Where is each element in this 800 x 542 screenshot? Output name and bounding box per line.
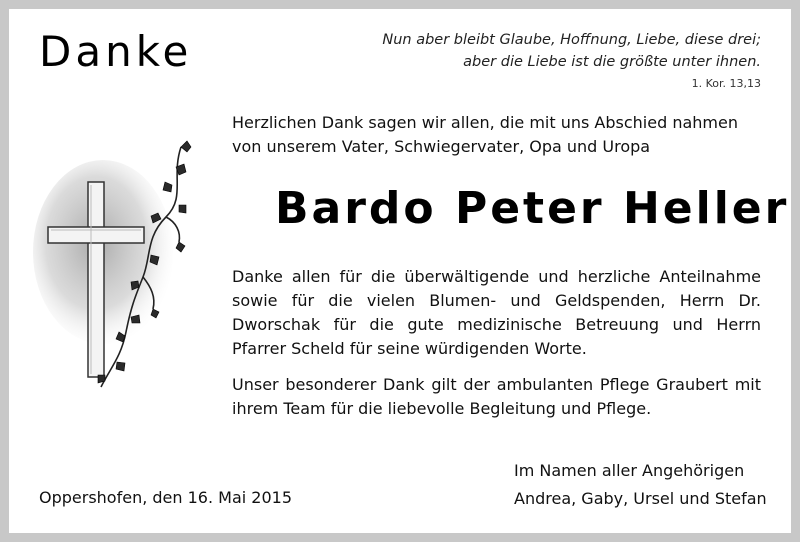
place-and-date: Oppershofen, den 16. Mai 2015	[39, 488, 292, 507]
verse-line-2: aber die Liebe ist die größte unter ihnen.	[463, 54, 761, 70]
thanks-paragraph-1: Danke allen für die überwältigende und herzliche Anteilnahme sowie für die vielen Blumen- und Geldspenden, Herrn Dr. Dworschak für die gute medizinische Betreuung und Herrn Pfarrer Scheld für seine würdigenden Worte.	[232, 267, 761, 358]
signature-block	[514, 457, 767, 513]
page-title: Danke	[39, 27, 193, 76]
intro-line-2: von unserem Vater, Schwiegervater, Opa und Uropa	[232, 137, 651, 156]
signature-line-1: Im Namen aller Angehörigen	[514, 461, 745, 480]
intro-line-1: Herzlichen Dank sagen wir allen, die mit uns Abschied nahmen	[232, 113, 738, 132]
deceased-name: Bardo Peter Heller	[275, 183, 790, 234]
verse-reference: 1. Kor. 13,13	[691, 77, 761, 90]
signature-line-2: Andrea, Gaby, Ursel und Stefan	[514, 489, 767, 508]
thanks-paragraph-2: Unser besonderer Dank gilt der ambulanten Pflege Graubert mit ihrem Team für die liebevolle Begleitung und Pflege.	[232, 375, 761, 418]
cross-with-ivy-icon	[31, 137, 201, 392]
verse-line-1: Nun aber bleibt Glaube, Hoffnung, Liebe, diese drei;	[382, 32, 761, 48]
intro-text	[232, 111, 772, 159]
obituary-card	[9, 9, 791, 533]
bible-verse	[381, 29, 761, 73]
